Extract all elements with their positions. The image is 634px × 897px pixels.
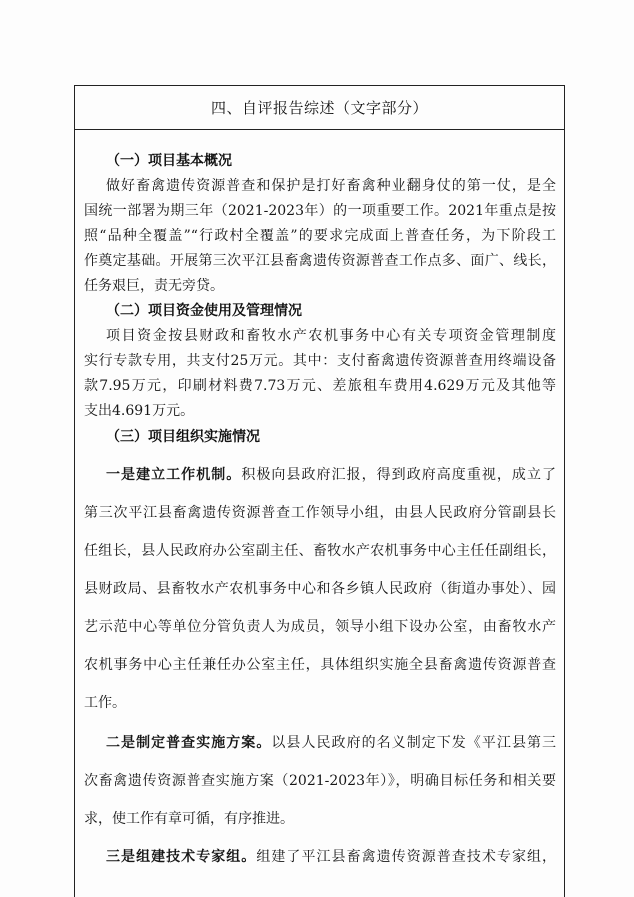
s3-p2-line-3: 求，使工作有章可循，有序推进。 bbox=[84, 811, 294, 827]
s3-p1-line-1 bbox=[106, 465, 556, 485]
heading-fund-usage: （二）项目资金使用及管理情况 bbox=[106, 303, 302, 319]
s3-p1-line-2: 第三次平江县畜禽遗传资源普查工作领导小组，由县人民政府分管副县长 bbox=[84, 505, 556, 521]
s3-p1-line-6: 农机事务中心主任兼任办公室主任，具体组织实施全县畜禽遗传资源普查 bbox=[84, 657, 556, 673]
s1-line-5: 任务艰巨，责无旁贷。 bbox=[84, 278, 224, 294]
s2-line-1: 项目资金按县财政和畜牧水产农机事务中心有关专项资金管理制度 bbox=[106, 328, 556, 344]
s3-p2-line-1 bbox=[106, 733, 556, 753]
s3-p3-line-1 bbox=[106, 847, 556, 867]
s2-line-3: 款7.95万元，印刷材料费7.73万元、差旅租车费用4.629万元及其他等 bbox=[84, 378, 556, 394]
s1-line-1: 做好畜禽遗传资源普查和保护是打好畜禽种业翻身仗的第一仗，是全 bbox=[106, 178, 556, 194]
s2-line-2: 实行专款专用，共支付25万元。其中：支付畜禽遗传资源普查用终端设备 bbox=[84, 353, 556, 369]
s3-p2-line-2: 次畜禽遗传资源普查实施方案（2021-2023年）》，明确目标任务和相关要 bbox=[84, 773, 556, 789]
section-title: 四、自评报告综述（文字部分） bbox=[210, 99, 428, 117]
heading-implementation: （三）项目组织实施情况 bbox=[106, 429, 260, 445]
s1-line-3: 照“品种全覆盖”“行政村全覆盖”的要求完成面上普查任务，为下阶段工 bbox=[84, 228, 556, 244]
p1-lead: 一是建立工作机制。 bbox=[106, 467, 242, 483]
p3-first-rest: 组建了平江县畜禽遗传资源普查技术专家组， bbox=[256, 849, 557, 865]
p2-lead: 二是制定普查实施方案。 bbox=[106, 735, 272, 751]
p1-first-rest: 积极向县政府汇报，得到政府高度重视，成立了 bbox=[241, 467, 557, 483]
report-table-frame bbox=[74, 85, 565, 897]
p2-first-rest: 以县人民政府的名义制定下发《平江县第三 bbox=[271, 735, 557, 751]
s3-p1-line-5: 艺示范中心等单位分管负责人为成员，领导小组下设办公室，由畜牧水产 bbox=[84, 619, 556, 635]
s2-line-4: 支出4.691万元。 bbox=[84, 403, 195, 419]
heading-basic-overview: （一）项目基本概况 bbox=[106, 153, 232, 169]
title-row bbox=[75, 85, 564, 130]
s3-p1-line-3: 任组长，县人民政府办公室副主任、畜牧水产农机事务中心主任任副组长， bbox=[84, 543, 556, 559]
s3-p1-line-7: 工作。 bbox=[84, 695, 126, 711]
s3-p1-line-4: 县财政局、县畜牧水产农机事务中心和各乡镇人民政府（街道办事处）、园 bbox=[84, 581, 556, 597]
p3-lead: 三是组建技术专家组。 bbox=[106, 849, 257, 865]
s1-line-4: 作奠定基础。开展第三次平江县畜禽遗传资源普查工作点多、面广、线长， bbox=[84, 253, 556, 269]
s1-line-2: 国统一部署为期三年（2021-2023年）的一项重要工作。2021年重点是按 bbox=[84, 203, 556, 219]
